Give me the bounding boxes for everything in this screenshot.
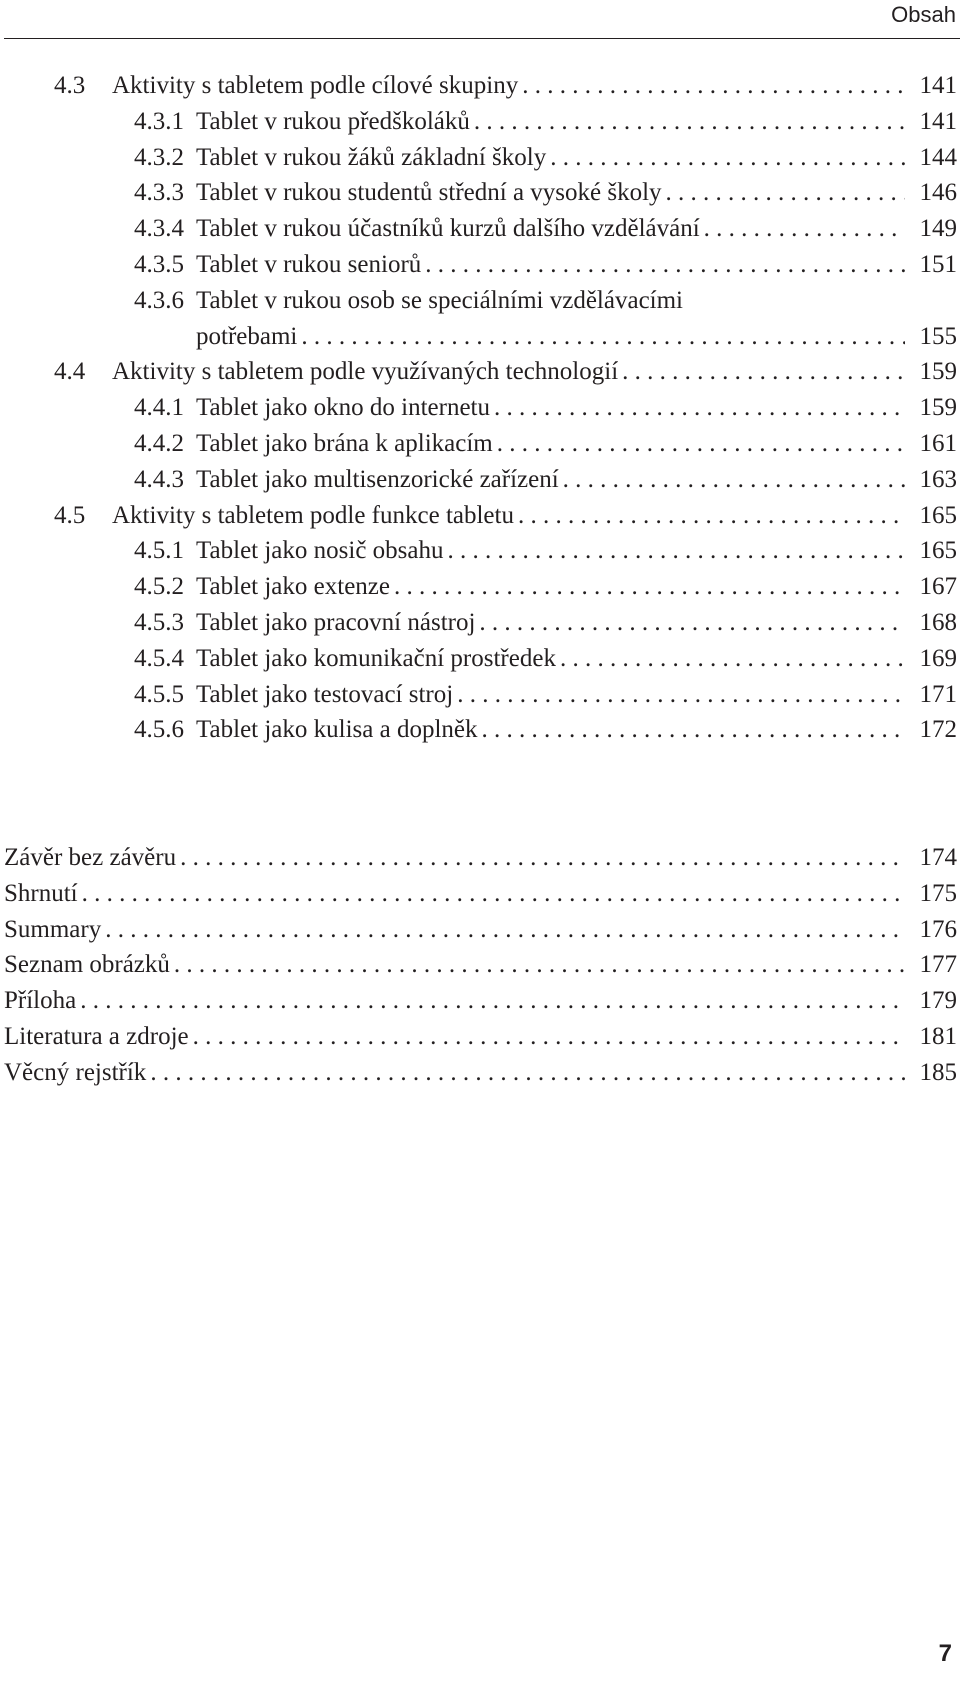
toc-entry-title: Věcný rejstřík <box>4 1058 147 1086</box>
toc-entry-page: 159 <box>919 394 957 422</box>
toc-entry-page: 151 <box>919 250 957 278</box>
toc-back-matter-list <box>0 840 960 1091</box>
toc-entry-page: 144 <box>919 143 957 171</box>
toc-entry-page: 161 <box>919 429 957 457</box>
toc-entry-number: 4.5.5 <box>134 680 184 708</box>
toc-entry-page: 172 <box>919 716 957 744</box>
dot-leader <box>448 533 906 569</box>
toc-entry-title: Tablet v rukou předškoláků <box>196 107 470 135</box>
toc-entry[interactable] <box>0 104 960 140</box>
toc-entry-number: 4.4.1 <box>134 394 184 422</box>
toc-entry-number: 4.4 <box>54 358 86 386</box>
toc-entry[interactable] <box>0 390 960 426</box>
toc-entry-number: 4.3.5 <box>134 250 184 278</box>
toc-entry[interactable] <box>0 354 960 390</box>
dot-leader <box>479 605 905 641</box>
dot-leader <box>560 641 905 677</box>
toc-entry-page: 167 <box>919 573 957 601</box>
toc-entry-title: Tablet jako nosič obsahu <box>196 537 444 565</box>
toc-entry[interactable] <box>0 211 960 247</box>
toc-entry-page: 176 <box>919 915 957 943</box>
toc-entry-title: Tablet jako okno do internetu <box>196 394 491 422</box>
toc-entry-number: 4.5.6 <box>134 716 184 744</box>
toc-entry-title: Tablet jako testovací stroj <box>196 680 454 708</box>
toc-entry[interactable] <box>0 140 960 176</box>
toc-entry-title: Tablet jako komunikační prostředek <box>196 644 556 672</box>
toc-entry-page: 179 <box>919 987 957 1015</box>
toc-entry-page: 141 <box>919 72 957 99</box>
page-number: 7 <box>938 1640 952 1667</box>
header-rule <box>4 38 960 39</box>
toc-back-entry[interactable] <box>0 947 960 983</box>
toc-entry-page: 177 <box>919 951 957 979</box>
toc-entry-title: Tablet v rukou osob se speciálními vzdělávacími <box>196 286 683 314</box>
dot-leader <box>522 68 905 104</box>
toc-entry-title-continuation: potřebami <box>196 322 298 350</box>
toc-entry[interactable] <box>0 569 960 605</box>
dot-leader <box>622 354 905 390</box>
toc-entry-number: 4.3.4 <box>134 215 184 243</box>
toc-entry[interactable] <box>0 462 960 498</box>
dot-leader <box>457 677 905 713</box>
toc-entry-page: 174 <box>919 844 957 871</box>
dot-leader <box>563 462 905 498</box>
toc-entry-title: Příloha <box>4 987 77 1015</box>
toc-entry-page: 168 <box>919 608 957 636</box>
toc-entry-number: 4.5.3 <box>134 608 184 636</box>
toc-entry-page: 185 <box>919 1058 957 1086</box>
dot-leader <box>474 104 905 140</box>
toc-entry[interactable] <box>0 247 960 283</box>
toc-entry-title: Aktivity s tabletem podle funkce tabletu <box>112 501 514 529</box>
toc-entry-title: Tablet jako extenze <box>196 573 390 601</box>
dot-leader <box>82 876 905 912</box>
toc-entry-title: Závěr bez závěru <box>4 844 177 871</box>
toc-entry-title: Tablet v rukou studentů střední a vysoké školy <box>196 179 662 207</box>
toc-section-list <box>0 68 960 748</box>
dot-leader <box>394 569 905 605</box>
toc-entry-number: 4.4.3 <box>134 465 184 493</box>
dot-leader <box>180 840 905 876</box>
toc-entry-page: 171 <box>919 680 957 708</box>
dot-leader <box>80 983 905 1019</box>
dot-leader <box>704 211 905 247</box>
toc-entry[interactable] <box>0 498 960 534</box>
toc-entry[interactable] <box>0 68 960 104</box>
toc-entry-title: Aktivity s tabletem podle využívaných technologií <box>112 358 619 386</box>
toc-entry-title: Shrnutí <box>4 879 78 907</box>
toc-entry-title: Seznam obrázků <box>4 951 170 979</box>
toc-entry-number: 4.3 <box>54 72 86 99</box>
dot-leader <box>193 1019 905 1055</box>
toc-entry-page: 175 <box>919 879 957 907</box>
toc-entry[interactable] <box>0 426 960 462</box>
toc-entry-number: 4.3.2 <box>134 143 184 171</box>
toc-entry-number: 4.5.4 <box>134 644 184 672</box>
toc-entry-title: Tablet v rukou seniorů <box>196 250 422 278</box>
dot-leader <box>425 247 905 283</box>
toc-back-entry[interactable] <box>0 840 960 876</box>
toc-entry-page: 149 <box>919 215 957 243</box>
toc-back-entry[interactable] <box>0 1055 960 1091</box>
toc-entry-title: Tablet jako pracovní nástroj <box>196 608 476 636</box>
toc-back-entry[interactable] <box>0 876 960 912</box>
dot-leader <box>550 140 905 176</box>
dot-leader <box>174 947 905 983</box>
toc-entry-page: 159 <box>919 358 957 386</box>
toc-entry[interactable] <box>0 605 960 641</box>
toc-entry-page: 155 <box>919 322 957 350</box>
toc-entry-number: 4.3.1 <box>134 107 184 135</box>
toc-entry-title: Literatura a zdroje <box>4 1022 189 1050</box>
dot-leader <box>497 426 905 462</box>
toc-entry-page: 181 <box>919 1022 957 1050</box>
toc-entry-title: Aktivity s tabletem podle cílové skupiny <box>112 72 519 99</box>
dot-leader <box>105 912 905 948</box>
toc-entry[interactable] <box>0 175 960 211</box>
toc-entry-page: 163 <box>919 465 957 493</box>
toc-entry-title: Tablet jako brána k aplikacím <box>196 429 493 457</box>
toc-entry-number: 4.3.6 <box>134 286 184 314</box>
toc-entry[interactable] <box>0 677 960 713</box>
dot-leader <box>150 1055 905 1091</box>
toc-entry-title: Tablet v rukou žáků základní školy <box>196 143 547 171</box>
toc-entry-page: 169 <box>919 644 957 672</box>
toc-entry-continuation[interactable] <box>0 319 960 355</box>
toc-entry-page: 165 <box>919 537 957 565</box>
toc-entry-number: 4.5.1 <box>134 537 184 565</box>
toc-entry-title: Summary <box>4 915 102 943</box>
page-header <box>0 0 960 40</box>
toc-entry-number: 4.4.2 <box>134 429 184 457</box>
toc-entry-title: Tablet jako kulisa a doplněk <box>196 716 478 744</box>
toc-entry-page: 141 <box>919 107 957 135</box>
toc-entry-page: 165 <box>919 501 957 529</box>
section-label: Obsah <box>891 2 956 27</box>
toc-entry-page: 146 <box>919 179 957 207</box>
toc-back-entry[interactable] <box>0 983 960 1019</box>
toc-entry[interactable] <box>0 712 960 748</box>
toc-entry-number: 4.5.2 <box>134 573 184 601</box>
dot-leader <box>482 712 905 748</box>
dot-leader <box>666 175 905 211</box>
dot-leader <box>518 498 905 534</box>
dot-leader <box>301 319 905 355</box>
toc-back-entry[interactable] <box>0 912 960 948</box>
toc-entry[interactable] <box>0 641 960 677</box>
toc-entry-title: Tablet v rukou účastníků kurzů dalšího vzdělávání <box>196 215 700 243</box>
toc-entry[interactable] <box>0 283 960 319</box>
toc-entry[interactable] <box>0 533 960 569</box>
toc-entry-number: 4.5 <box>54 501 86 529</box>
toc-back-entry[interactable] <box>0 1019 960 1055</box>
toc-entry-number: 4.3.3 <box>134 179 184 207</box>
toc-entry-title: Tablet jako multisenzorické zařízení <box>196 465 559 493</box>
dot-leader <box>494 390 905 426</box>
